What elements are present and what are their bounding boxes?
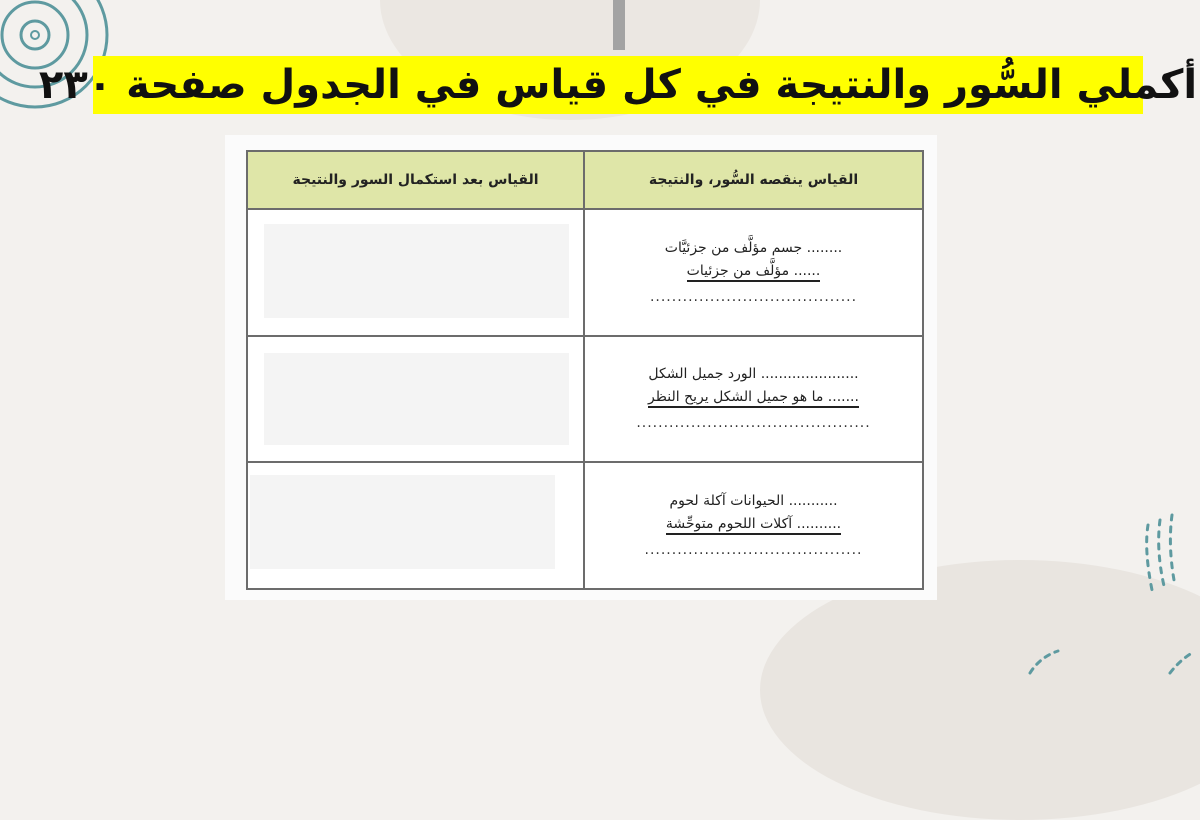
- statement-line: ...................... الورد جميل الشكل: [648, 366, 859, 383]
- hidden-answer-box: [264, 224, 569, 318]
- hidden-answer-box: [250, 475, 555, 569]
- complete-cell: [247, 462, 584, 589]
- dashed-lines-decoration: [1140, 510, 1180, 600]
- title-banner: [38, 56, 1198, 114]
- header-incomplete: القياس ينقصه السُّور، والنتيجة: [584, 151, 923, 209]
- statement-line: ........ جسم مؤلَّف من جزئيَّات: [664, 239, 843, 256]
- table-row: [247, 336, 923, 463]
- statement-line: ....... ما هو جميل الشكل يريح النظر: [648, 389, 859, 408]
- answer-blank: ......................................: [649, 288, 858, 305]
- statement-line: ...... مؤلَّف من جزئيات: [687, 263, 821, 282]
- statement-line: ........... الحيوانات آكلة لحوم: [669, 493, 838, 510]
- decorative-bar: [613, 0, 625, 50]
- dashed-lines-decoration: [1020, 645, 1200, 675]
- answer-blank: ........................................: [644, 542, 863, 559]
- complete-cell: [247, 336, 584, 463]
- statement-line: .......... آكلات اللحوم متوحِّشة: [666, 516, 841, 535]
- incomplete-cell: [584, 462, 923, 589]
- answer-blank: ...........................................: [636, 415, 871, 432]
- page-title: أكملي السُّور والنتيجة في كل قياس في الجدول صفحة ٢٣٠: [38, 62, 1198, 108]
- header-complete: القياس بعد استكمال السور والنتيجة: [247, 151, 584, 209]
- complete-cell: [247, 209, 584, 336]
- incomplete-cell: [584, 336, 923, 463]
- incomplete-cell: [584, 209, 923, 336]
- hidden-answer-box: [264, 353, 569, 445]
- table-row: [247, 462, 923, 589]
- worksheet-table: [246, 150, 924, 590]
- table-row: [247, 209, 923, 336]
